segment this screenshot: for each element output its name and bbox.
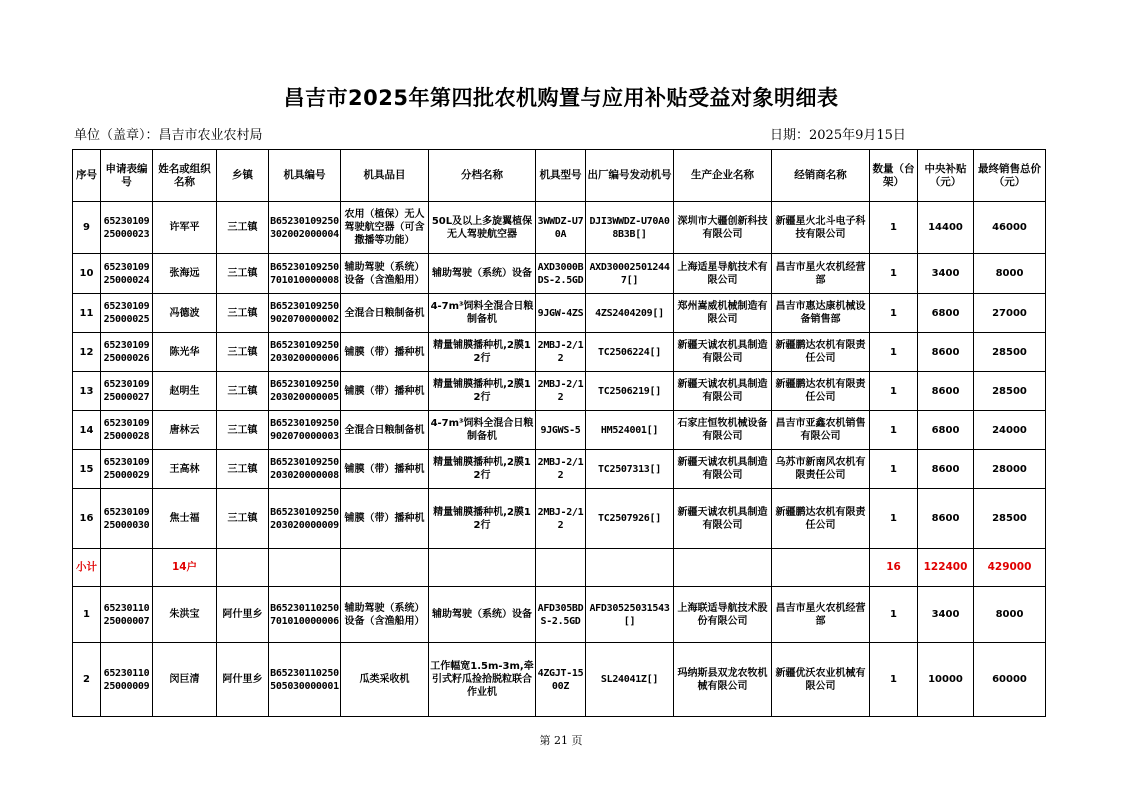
subtotal-cell: 122400	[918, 549, 974, 587]
cell-dealer: 昌吉市星火农机经营部	[772, 254, 870, 294]
cell-model: 9JGWS-5	[536, 411, 586, 450]
unit-label: 单位（盖章）：昌吉市农业农村局	[74, 128, 263, 143]
cell-dealer: 新疆优沃农业机械有限公司	[772, 643, 870, 717]
cell-machine-no: B65230110250701010000006	[269, 587, 341, 643]
date-label: 日期：2025年9月15日	[770, 128, 906, 143]
cell-dealer: 昌吉市亚鑫农机销售有限公司	[772, 411, 870, 450]
cell-quantity: 1	[870, 333, 918, 372]
table-row	[73, 643, 1046, 717]
cell-seq: 13	[73, 372, 101, 411]
cell-machine-no: B65230109250902070000003	[269, 411, 341, 450]
cell-dealer: 昌吉市星火农机经营部	[772, 587, 870, 643]
cell-machine-no: B65230109250902070000002	[269, 294, 341, 333]
cell-quantity: 1	[870, 411, 918, 450]
cell-model: 9JGW-4ZS	[536, 294, 586, 333]
subtotal-row	[73, 549, 1046, 587]
cell-manufacturer: 玛纳斯县双龙农牧机械有限公司	[674, 643, 772, 717]
cell-machine-category: 辅助驾驶（系统）设备（含渔船用）	[341, 254, 429, 294]
subtotal-cell	[269, 549, 341, 587]
cell-dealer: 昌吉市惠达康机械设备销售部	[772, 294, 870, 333]
cell-central-subsidy: 8600	[918, 333, 974, 372]
cell-final-price: 60000	[974, 643, 1046, 717]
beneficiary-table	[72, 149, 1046, 717]
cell-central-subsidy: 6800	[918, 411, 974, 450]
cell-applicant-name: 王高林	[153, 450, 217, 489]
cell-quantity: 1	[870, 489, 918, 549]
cell-model: AXD3000BDS-2.5GD	[536, 254, 586, 294]
header-cell: 机具编号	[269, 150, 341, 202]
cell-machine-no: B65230109250203020000008	[269, 450, 341, 489]
cell-central-subsidy: 14400	[918, 202, 974, 254]
cell-machine-category: 农用（植保）无人驾驶航空器（可含撒播等功能）	[341, 202, 429, 254]
cell-grade-name: 精量铺膜播种机,2膜12行	[429, 450, 536, 489]
cell-applicant-name: 唐林云	[153, 411, 217, 450]
header-cell: 分档名称	[429, 150, 536, 202]
cell-dealer: 新疆鹏达农机有限责任公司	[772, 333, 870, 372]
cell-serial-no: 4ZS2404209[]	[586, 294, 674, 333]
cell-machine-category: 铺膜（带）播种机	[341, 450, 429, 489]
cell-seq: 9	[73, 202, 101, 254]
cell-manufacturer: 上海适星导航技术有限公司	[674, 254, 772, 294]
cell-final-price: 24000	[974, 411, 1046, 450]
cell-manufacturer: 新疆天诚农机具制造有限公司	[674, 450, 772, 489]
header-cell: 申请表编号	[101, 150, 153, 202]
cell-quantity: 1	[870, 202, 918, 254]
cell-machine-no: B65230109250203020000006	[269, 333, 341, 372]
cell-manufacturer: 郑州嵩威机械制造有限公司	[674, 294, 772, 333]
header-row	[73, 150, 1046, 202]
cell-application-no: 6523011025000009	[101, 643, 153, 717]
subtotal-cell	[536, 549, 586, 587]
cell-model: 3WWDZ-U70A	[536, 202, 586, 254]
cell-township: 三工镇	[217, 294, 269, 333]
header-cell: 序号	[73, 150, 101, 202]
cell-final-price: 28500	[974, 333, 1046, 372]
cell-quantity: 1	[870, 294, 918, 333]
cell-seq: 16	[73, 489, 101, 549]
cell-manufacturer: 上海联适导航技术股份有限公司	[674, 587, 772, 643]
cell-central-subsidy: 10000	[918, 643, 974, 717]
cell-seq: 14	[73, 411, 101, 450]
cell-applicant-name: 焦士福	[153, 489, 217, 549]
cell-grade-name: 辅助驾驶（系统）设备	[429, 587, 536, 643]
cell-applicant-name: 许军平	[153, 202, 217, 254]
cell-application-no: 6523010925000026	[101, 333, 153, 372]
cell-quantity: 1	[870, 643, 918, 717]
cell-seq: 2	[73, 643, 101, 717]
cell-quantity: 1	[870, 372, 918, 411]
subtotal-cell	[586, 549, 674, 587]
cell-dealer: 新疆鹏达农机有限责任公司	[772, 489, 870, 549]
cell-grade-name: 4-7m³饲料全混合日粮制备机	[429, 294, 536, 333]
cell-machine-category: 瓜类采收机	[341, 643, 429, 717]
cell-machine-no: B65230110250505030000001	[269, 643, 341, 717]
cell-grade-name: 辅助驾驶（系统）设备	[429, 254, 536, 294]
cell-grade-name: 精量铺膜播种机,2膜12行	[429, 333, 536, 372]
cell-machine-category: 铺膜（带）播种机	[341, 372, 429, 411]
page-title: 昌吉市2025年第四批农机购置与应用补贴受益对象明细表	[283, 86, 839, 110]
cell-final-price: 8000	[974, 254, 1046, 294]
cell-township: 三工镇	[217, 489, 269, 549]
cell-serial-no: SL24041Z[]	[586, 643, 674, 717]
cell-central-subsidy: 6800	[918, 294, 974, 333]
cell-grade-name: 50L及以上多旋翼植保无人驾驶航空器	[429, 202, 536, 254]
cell-seq: 15	[73, 450, 101, 489]
cell-serial-no: TC2507313[]	[586, 450, 674, 489]
cell-model: AFD305BDS-2.5GD	[536, 587, 586, 643]
cell-township: 三工镇	[217, 450, 269, 489]
cell-applicant-name: 朱洪宝	[153, 587, 217, 643]
page-number: 第 21 页	[539, 734, 583, 747]
header-cell: 机具型号	[536, 150, 586, 202]
table-row	[73, 587, 1046, 643]
cell-dealer: 乌苏市新南风农机有限责任公司	[772, 450, 870, 489]
cell-machine-category: 铺膜（带）播种机	[341, 333, 429, 372]
cell-application-no: 6523010925000028	[101, 411, 153, 450]
header-cell: 姓名或组织名称	[153, 150, 217, 202]
cell-model: 2MBJ-2/12	[536, 372, 586, 411]
header-cell: 机具品目	[341, 150, 429, 202]
cell-machine-no: B65230109250302002000004	[269, 202, 341, 254]
cell-applicant-name: 闵巨清	[153, 643, 217, 717]
cell-central-subsidy: 3400	[918, 587, 974, 643]
cell-central-subsidy: 3400	[918, 254, 974, 294]
cell-final-price: 28000	[974, 450, 1046, 489]
cell-machine-no: B65230109250203020000009	[269, 489, 341, 549]
header-cell: 中央补贴（元）	[918, 150, 974, 202]
subtotal-cell	[341, 549, 429, 587]
subtotal-cell: 小计	[73, 549, 101, 587]
table-row	[73, 294, 1046, 333]
cell-applicant-name: 赵明生	[153, 372, 217, 411]
subtotal-cell	[429, 549, 536, 587]
cell-model: 2MBJ-2/12	[536, 489, 586, 549]
header-cell: 经销商名称	[772, 150, 870, 202]
cell-machine-category: 全混合日粮制备机	[341, 294, 429, 333]
header-cell: 乡镇	[217, 150, 269, 202]
cell-township: 阿什里乡	[217, 587, 269, 643]
cell-grade-name: 工作幅宽1.5m-3m,牵引式籽瓜捡拾脱粒联合作业机	[429, 643, 536, 717]
subtotal-cell: 14户	[153, 549, 217, 587]
cell-serial-no: TC2507926[]	[586, 489, 674, 549]
cell-grade-name: 精量铺膜播种机,2膜12行	[429, 489, 536, 549]
cell-township: 三工镇	[217, 333, 269, 372]
cell-final-price: 27000	[974, 294, 1046, 333]
cell-seq: 12	[73, 333, 101, 372]
cell-machine-category: 全混合日粮制备机	[341, 411, 429, 450]
cell-township: 三工镇	[217, 254, 269, 294]
table-row	[73, 489, 1046, 549]
cell-manufacturer: 新疆天诚农机具制造有限公司	[674, 333, 772, 372]
cell-application-no: 6523010925000025	[101, 294, 153, 333]
cell-township: 三工镇	[217, 202, 269, 254]
cell-dealer: 新疆星火北斗电子科技有限公司	[772, 202, 870, 254]
cell-grade-name: 精量铺膜播种机,2膜12行	[429, 372, 536, 411]
cell-application-no: 6523010925000024	[101, 254, 153, 294]
table-row	[73, 411, 1046, 450]
cell-model: 2MBJ-2/12	[536, 333, 586, 372]
cell-township: 阿什里乡	[217, 643, 269, 717]
subtotal-cell	[101, 549, 153, 587]
cell-manufacturer: 深圳市大疆创新科技有限公司	[674, 202, 772, 254]
cell-serial-no: HM524001[]	[586, 411, 674, 450]
cell-final-price: 28500	[974, 372, 1046, 411]
cell-serial-no: TC2506224[]	[586, 333, 674, 372]
header-cell: 最终销售总价（元）	[974, 150, 1046, 202]
cell-seq: 10	[73, 254, 101, 294]
cell-machine-category: 辅助驾驶（系统）设备（含渔船用）	[341, 587, 429, 643]
cell-final-price: 46000	[974, 202, 1046, 254]
cell-serial-no: TC2506219[]	[586, 372, 674, 411]
cell-model: 4ZGJT-1500Z	[536, 643, 586, 717]
cell-township: 三工镇	[217, 411, 269, 450]
cell-application-no: 6523011025000007	[101, 587, 153, 643]
cell-central-subsidy: 8600	[918, 489, 974, 549]
cell-serial-no: AXD30002501244 7[]	[586, 254, 674, 294]
table-row	[73, 254, 1046, 294]
cell-dealer: 新疆鹏达农机有限责任公司	[772, 372, 870, 411]
cell-central-subsidy: 8600	[918, 450, 974, 489]
subtotal-cell	[674, 549, 772, 587]
cell-application-no: 6523010925000029	[101, 450, 153, 489]
cell-seq: 11	[73, 294, 101, 333]
cell-manufacturer: 新疆天诚农机具制造有限公司	[674, 372, 772, 411]
cell-application-no: 6523010925000023	[101, 202, 153, 254]
cell-final-price: 28500	[974, 489, 1046, 549]
subtotal-cell: 429000	[974, 549, 1046, 587]
cell-model: 2MBJ-2/12	[536, 450, 586, 489]
cell-quantity: 1	[870, 254, 918, 294]
cell-grade-name: 4-7m³饲料全混合日粮制备机	[429, 411, 536, 450]
cell-serial-no: AFD30525031543[]	[586, 587, 674, 643]
cell-applicant-name: 冯德波	[153, 294, 217, 333]
cell-application-no: 6523010925000030	[101, 489, 153, 549]
header-cell: 数量（台架）	[870, 150, 918, 202]
cell-township: 三工镇	[217, 372, 269, 411]
cell-machine-category: 铺膜（带）播种机	[341, 489, 429, 549]
cell-machine-no: B65230109250203020000005	[269, 372, 341, 411]
cell-final-price: 8000	[974, 587, 1046, 643]
cell-applicant-name: 陈光华	[153, 333, 217, 372]
cell-manufacturer: 石家庄恒牧机械设备有限公司	[674, 411, 772, 450]
table-body	[73, 202, 1046, 717]
table-row	[73, 333, 1046, 372]
table-row	[73, 372, 1046, 411]
cell-serial-no: DJI3WWDZ-U70A08B3B[]	[586, 202, 674, 254]
table-row	[73, 202, 1046, 254]
cell-applicant-name: 张海远	[153, 254, 217, 294]
subtotal-cell	[772, 549, 870, 587]
table-row	[73, 450, 1046, 489]
cell-quantity: 1	[870, 587, 918, 643]
subtotal-cell: 16	[870, 549, 918, 587]
cell-seq: 1	[73, 587, 101, 643]
subtotal-cell	[217, 549, 269, 587]
header-cell: 出厂编号发动机号	[586, 150, 674, 202]
cell-quantity: 1	[870, 450, 918, 489]
cell-manufacturer: 新疆天诚农机具制造有限公司	[674, 489, 772, 549]
cell-machine-no: B65230109250701010000008	[269, 254, 341, 294]
cell-application-no: 6523010925000027	[101, 372, 153, 411]
header-cell: 生产企业名称	[674, 150, 772, 202]
cell-central-subsidy: 8600	[918, 372, 974, 411]
